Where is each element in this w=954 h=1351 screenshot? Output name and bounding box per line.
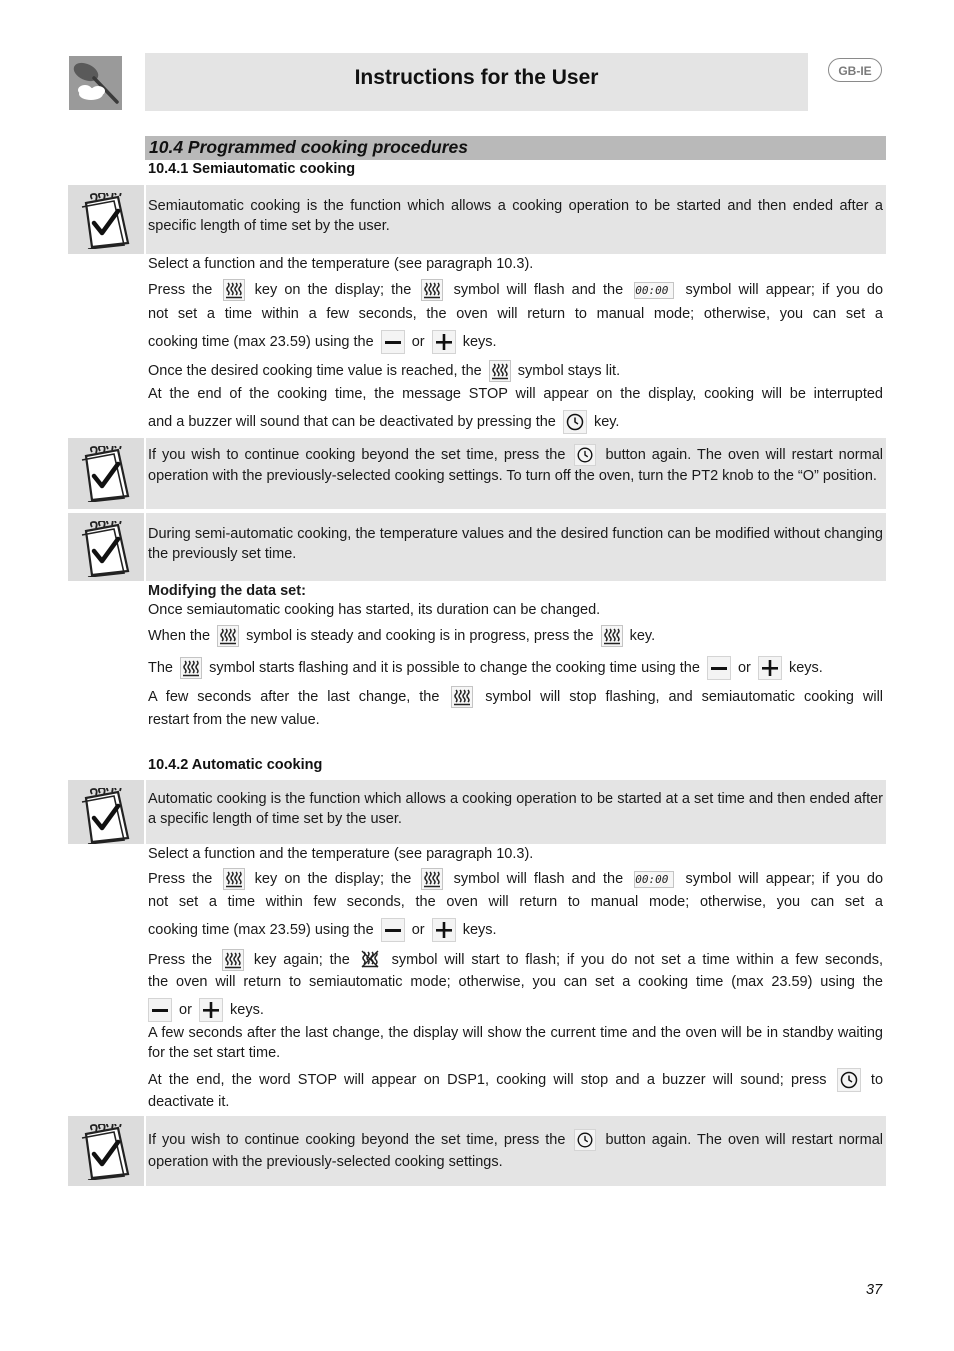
note-icon-box bbox=[68, 780, 144, 844]
note-text: Automatic cooking is the function which allows a cooking operation to be started at a set time and then ended after a specific length of time set by the user. bbox=[148, 791, 883, 827]
text-run: The bbox=[148, 659, 173, 676]
note-icon-box bbox=[68, 1116, 144, 1186]
paragraph bbox=[148, 330, 883, 354]
paragraph bbox=[148, 868, 883, 890]
note-box bbox=[146, 513, 886, 581]
cooking-duration-icon bbox=[222, 949, 244, 971]
clock-key-icon bbox=[563, 410, 587, 434]
text-run: A few seconds after the last change, the bbox=[148, 688, 440, 705]
modify-heading: Modifying the data set: bbox=[148, 583, 306, 599]
page-title: Instructions for the User bbox=[354, 66, 599, 89]
note-box bbox=[146, 438, 886, 509]
paragraph bbox=[148, 949, 883, 971]
display-time-icon: 00:00 bbox=[634, 871, 674, 888]
language-badge: GB-IE bbox=[828, 58, 882, 82]
minus-key-icon bbox=[381, 330, 405, 354]
text-run: keys. bbox=[788, 659, 823, 676]
clock-key-icon bbox=[574, 1129, 596, 1151]
notepad-icon bbox=[78, 193, 134, 249]
paragraph: restart from the new value. bbox=[148, 712, 320, 728]
text-run: to bbox=[870, 1071, 884, 1088]
text-run: When the bbox=[148, 627, 211, 644]
plus-key-icon bbox=[199, 998, 223, 1022]
paragraph: Select a function and the temperature (see paragraph 10.3). bbox=[148, 256, 534, 272]
cooking-duration-icon bbox=[223, 868, 245, 890]
cooking-duration-icon bbox=[180, 657, 202, 679]
notepad-icon bbox=[78, 446, 134, 502]
text-run: Press the bbox=[148, 281, 213, 298]
semi-heading: 10.4.1 Semiautomatic cooking bbox=[148, 161, 356, 177]
text-run: cooking time (max 23.59) using the bbox=[148, 333, 374, 350]
paragraph: Select a function and the temperature (see paragraph 10.3). bbox=[148, 846, 534, 862]
paragraph bbox=[148, 656, 883, 680]
paragraph: deactivate it. bbox=[148, 1094, 230, 1110]
minus-key-icon bbox=[381, 918, 405, 942]
text-run: or bbox=[411, 333, 425, 350]
note-text bbox=[148, 444, 883, 488]
text-run: symbol stays lit. bbox=[517, 362, 621, 379]
cooking-duration-icon bbox=[451, 686, 473, 708]
text-run: keys. bbox=[230, 1001, 264, 1018]
minus-key-icon bbox=[148, 998, 172, 1022]
notepad-icon bbox=[78, 1124, 134, 1180]
paragraph bbox=[148, 918, 883, 942]
note-icon-box bbox=[68, 438, 144, 509]
note-icon-box bbox=[68, 513, 144, 581]
text-run: key again; the bbox=[253, 951, 350, 968]
paragraph: the oven will return to semiautomatic mode; otherwise, you can set a cooking time (max 23.59) using the bbox=[148, 974, 883, 990]
text-run: If you wish to continue cooking beyond the set time, press the bbox=[148, 1132, 566, 1148]
chef-logo bbox=[69, 56, 122, 110]
spoon-icon bbox=[69, 56, 122, 110]
clock-key-icon bbox=[837, 1068, 861, 1092]
cooking-duration-icon bbox=[223, 279, 245, 301]
text-run: symbol will start to flash; if you do not set a time within a few seconds, bbox=[391, 951, 884, 968]
note-box bbox=[146, 185, 886, 254]
cooking-duration-icon bbox=[217, 625, 239, 647]
paragraph bbox=[148, 998, 883, 1022]
note-icon-box bbox=[68, 185, 144, 254]
paragraph: At the end of the cooking time, the message STOP will appear on the display, cooking will be interrupted bbox=[148, 386, 883, 402]
plus-key-icon bbox=[432, 330, 456, 354]
text-run: keys. bbox=[462, 921, 497, 938]
cooking-duration-icon bbox=[421, 868, 443, 890]
text-run: button again. The oven will restart normal operation with the previously-selected cooking settings. To turn off the oven, turn the PT2 knob to the “O” position. bbox=[148, 446, 883, 485]
text-run: keys. bbox=[462, 333, 497, 350]
text-run: Once the desired cooking time value is reached, the bbox=[148, 362, 482, 379]
text-run: Press the bbox=[148, 951, 213, 968]
paragraph bbox=[148, 410, 883, 434]
text-run: If you wish to continue cooking beyond the set time, press the bbox=[148, 446, 566, 463]
text-run: Press the bbox=[148, 870, 213, 887]
cooking-end-icon bbox=[360, 949, 382, 971]
text-run: key on the display; the bbox=[254, 870, 412, 887]
paragraph bbox=[148, 625, 883, 647]
plus-key-icon bbox=[432, 918, 456, 942]
text-run: symbol starts flashing and it is possible to change the cooking time using the bbox=[209, 659, 700, 676]
plus-key-icon bbox=[758, 656, 782, 680]
paragraph bbox=[148, 279, 883, 301]
note-text: During semi-automatic cooking, the temperature values and the desired function can be modified without changing the previously set time. bbox=[148, 526, 883, 562]
auto-heading: 10.4.2 Automatic cooking bbox=[148, 757, 323, 773]
paragraph: Once semiautomatic cooking has started, its duration can be changed. bbox=[148, 602, 601, 618]
text-run: or bbox=[179, 1001, 192, 1018]
clock-key-icon bbox=[574, 444, 596, 466]
cooking-duration-icon bbox=[421, 279, 443, 301]
text-run: button again. The oven will restart normal operation with the previously-selected cooking settings. bbox=[148, 1132, 883, 1171]
note-text bbox=[148, 1129, 883, 1173]
display-time-icon: 00:00 bbox=[634, 282, 674, 299]
text-run: or bbox=[411, 921, 425, 938]
text-run: symbol will appear; if you do bbox=[685, 281, 884, 298]
note-box bbox=[146, 780, 886, 844]
text-run: symbol will appear; if you do bbox=[685, 870, 884, 887]
paragraph: A few seconds after the last change, the display will show the current time and the oven will be in standby waiting for the set start time. bbox=[148, 1025, 883, 1061]
minus-key-icon bbox=[707, 656, 731, 680]
cooking-duration-icon bbox=[601, 625, 623, 647]
section-title: 10.4 Programmed cooking procedures bbox=[149, 137, 468, 157]
text-run: or bbox=[737, 659, 751, 676]
text-run: symbol is steady and cooking is in progress, press the bbox=[246, 627, 594, 644]
text-run: symbol will stop flashing, and semiautomatic cooking will bbox=[485, 688, 884, 705]
paragraph: not set a time within few seconds, the oven will return to manual mode; otherwise, you can set a bbox=[148, 894, 883, 910]
text-run: and a buzzer will sound that can be deactivated by pressing the bbox=[148, 413, 556, 430]
note-box bbox=[146, 1116, 886, 1186]
text-run: key. bbox=[593, 413, 620, 430]
notepad-icon bbox=[78, 788, 134, 844]
text-run: key. bbox=[629, 627, 656, 644]
text-run: At the end, the word STOP will appear on DSP1, cooking will stop and a buzzer will sound; press bbox=[148, 1071, 827, 1088]
text-run: symbol will flash and the bbox=[453, 870, 624, 887]
cooking-duration-icon bbox=[489, 360, 511, 382]
paragraph bbox=[148, 360, 883, 382]
text-run: cooking time (max 23.59) using the bbox=[148, 921, 374, 938]
paragraph bbox=[148, 1068, 883, 1092]
notepad-icon bbox=[78, 521, 134, 577]
paragraph bbox=[148, 686, 883, 708]
page-header bbox=[145, 53, 808, 111]
text-run: key on the display; the bbox=[254, 281, 412, 298]
page-number: 37 bbox=[866, 1282, 883, 1298]
note-text: Semiautomatic cooking is the function which allows a cooking operation to be started and then ended after a specific length of time set by the user. bbox=[148, 198, 883, 234]
paragraph: not set a time within a few seconds, the oven will return to manual mode; otherwise, you can set a bbox=[148, 306, 883, 322]
text-run: symbol will flash and the bbox=[453, 281, 624, 298]
section-bar bbox=[145, 136, 886, 160]
